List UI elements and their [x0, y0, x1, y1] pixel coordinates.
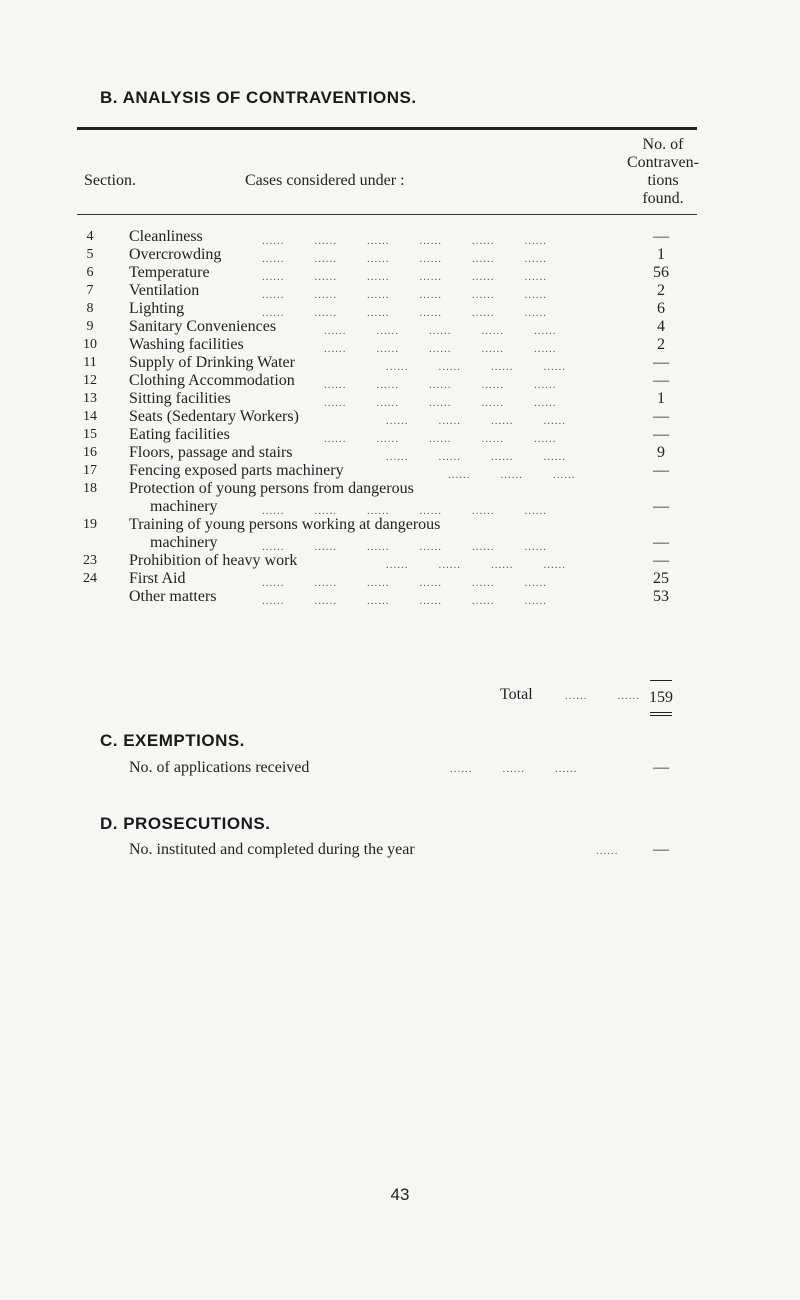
table-row: [0, 480, 800, 517]
table-row: [0, 570, 800, 588]
col-header-section: Section.: [84, 172, 136, 189]
section-number: 18: [83, 481, 97, 496]
table-row: [0, 318, 800, 336]
section-number: 24: [83, 571, 97, 586]
row-label: First Aid: [129, 570, 186, 587]
section-number: 23: [83, 553, 97, 568]
applications-label: No. of applications received: [129, 759, 310, 776]
row-label: Fencing exposed parts machinery: [129, 462, 344, 479]
table-top-rule: [77, 127, 697, 130]
table-row: [0, 264, 800, 282]
row-label: Washing facilities: [129, 336, 244, 353]
page-number: 43: [390, 1185, 410, 1204]
table-row: [0, 300, 800, 318]
contraventions-count: 1: [657, 390, 665, 407]
contraventions-count: 53: [653, 588, 669, 605]
leader-dots: ...... ...... ...... ...... ...... ......: [262, 289, 547, 301]
leader-dots: ...... ...... ...... ...... ......: [324, 397, 557, 409]
row-label: Prohibition of heavy work: [129, 552, 298, 569]
row-label: Sanitary Conveniences: [129, 318, 277, 335]
col-header-found-line: found.: [642, 190, 684, 207]
row-label: Protection of young persons from dangerous: [129, 480, 414, 497]
contraventions-count: 56: [653, 264, 669, 281]
leader-dots: ...... ...... ...... ......: [386, 559, 566, 571]
row-label: Lighting: [129, 300, 185, 317]
leader-dots: ...... ...... ...... ...... ...... ......: [262, 595, 547, 607]
contraventions-count: —: [653, 372, 669, 389]
contraventions-count: —: [653, 462, 669, 479]
section-number: 19: [83, 517, 97, 532]
table-row: [0, 426, 800, 444]
section-number: 15: [83, 427, 97, 442]
contraventions-count: —: [653, 534, 669, 551]
contraventions-count: —: [653, 354, 669, 371]
contraventions-count: 9: [657, 444, 665, 461]
row-label: machinery: [150, 498, 218, 515]
table-row: [0, 390, 800, 408]
row-label: Other matters: [129, 588, 217, 605]
leader-dots: ...... ...... ...... ...... ...... ......: [262, 253, 547, 265]
leader-dots: ...... ...... ...... ...... ...... ......: [262, 271, 547, 283]
table-row: [0, 354, 800, 372]
header-bottom-rule: [77, 214, 697, 215]
leader-dots: ...... ...... ...... ...... ......: [324, 325, 557, 337]
section-d-title: D. PROSECUTIONS.: [100, 814, 271, 833]
row-label: Supply of Drinking Water: [129, 354, 295, 371]
section-number: 4: [86, 229, 94, 244]
total-rule-double-2: [650, 715, 672, 716]
table-row: [0, 516, 800, 553]
contraventions-count: 2: [657, 282, 665, 299]
section-number: 12: [83, 373, 97, 388]
total-label: Total: [500, 686, 533, 703]
contraventions-count: —: [653, 408, 669, 425]
col-header-found: [608, 136, 718, 208]
section-number: 9: [86, 319, 94, 334]
table-row: [0, 372, 800, 390]
prosecutions-label: No. instituted and completed during the year: [129, 841, 415, 858]
table-row: [0, 228, 800, 246]
contraventions-count: 25: [653, 570, 669, 587]
section-number: 11: [83, 355, 97, 370]
row-label: Floors, passage and stairs: [129, 444, 293, 461]
table-row: [0, 462, 800, 480]
section-c-title: C. EXEMPTIONS.: [100, 731, 245, 750]
contraventions-count: —: [653, 552, 669, 569]
row-label: Clothing Accommodation: [129, 372, 295, 389]
row-label: machinery: [150, 534, 218, 551]
section-number: 7: [86, 283, 94, 298]
table-row: [0, 408, 800, 426]
prosecutions-leader-dots: ......: [596, 845, 619, 857]
contraventions-count: 4: [657, 318, 665, 335]
table-row: [0, 282, 800, 300]
table-row: [0, 246, 800, 264]
row-label: Overcrowding: [129, 246, 222, 263]
leader-dots: ...... ...... ...... ......: [386, 361, 566, 373]
contraventions-count: 1: [657, 246, 665, 263]
section-number: 6: [86, 265, 94, 280]
total-rule-top: [650, 680, 672, 681]
table-row: [0, 588, 800, 606]
col-header-found-line: No. of: [642, 136, 684, 153]
leader-dots: ...... ...... ...... ......: [386, 415, 566, 427]
section-number: 5: [86, 247, 94, 262]
row-label: Training of young persons working at dangerous: [129, 516, 441, 533]
row-label: Temperature: [129, 264, 210, 281]
leader-dots: ...... ...... ...... ...... ...... ......: [262, 505, 547, 517]
row-label: Sitting facilities: [129, 390, 231, 407]
prosecutions-value: —: [653, 841, 669, 858]
total-value: 159: [649, 689, 673, 706]
section-number: 14: [83, 409, 97, 424]
leader-dots: ...... ...... ......: [448, 469, 576, 481]
applications-value: —: [653, 759, 669, 776]
leader-dots: ...... ...... ...... ...... ......: [324, 343, 557, 355]
section-number: 16: [83, 445, 97, 460]
col-header-found-line: tions: [647, 172, 679, 189]
total-leader-dots: ...... ......: [565, 690, 640, 702]
leader-dots: ...... ...... ...... ...... ...... ......: [262, 541, 547, 553]
col-header-found-line: Contraven-: [627, 154, 699, 171]
col-header-cases: Cases considered under :: [245, 172, 405, 189]
leader-dots: ...... ...... ...... ...... ...... ......: [262, 307, 547, 319]
table-row: [0, 444, 800, 462]
applications-leader-dots: ...... ...... ......: [450, 763, 578, 775]
section-number: 8: [86, 301, 94, 316]
section-number: 17: [83, 463, 97, 478]
contraventions-count: —: [653, 426, 669, 443]
contraventions-count: —: [653, 228, 669, 245]
section-number: 10: [83, 337, 97, 352]
row-label: Cleanliness: [129, 228, 203, 245]
contraventions-count: —: [653, 498, 669, 515]
contraventions-count: 2: [657, 336, 665, 353]
leader-dots: ...... ...... ...... ...... ......: [324, 433, 557, 445]
table-row: [0, 336, 800, 354]
section-b-title: B. ANALYSIS OF CONTRAVENTIONS.: [100, 88, 417, 107]
total-rule-double-1: [650, 712, 672, 713]
leader-dots: ...... ...... ...... ......: [386, 451, 566, 463]
leader-dots: ...... ...... ...... ...... ......: [324, 379, 557, 391]
section-number: 13: [83, 391, 97, 406]
leader-dots: ...... ...... ...... ...... ...... ......: [262, 235, 547, 247]
table-row: [0, 552, 800, 570]
leader-dots: ...... ...... ...... ...... ...... ......: [262, 577, 547, 589]
row-label: Seats (Sedentary Workers): [129, 408, 299, 425]
row-label: Ventilation: [129, 282, 200, 299]
contraventions-count: 6: [657, 300, 665, 317]
row-label: Eating facilities: [129, 426, 230, 443]
